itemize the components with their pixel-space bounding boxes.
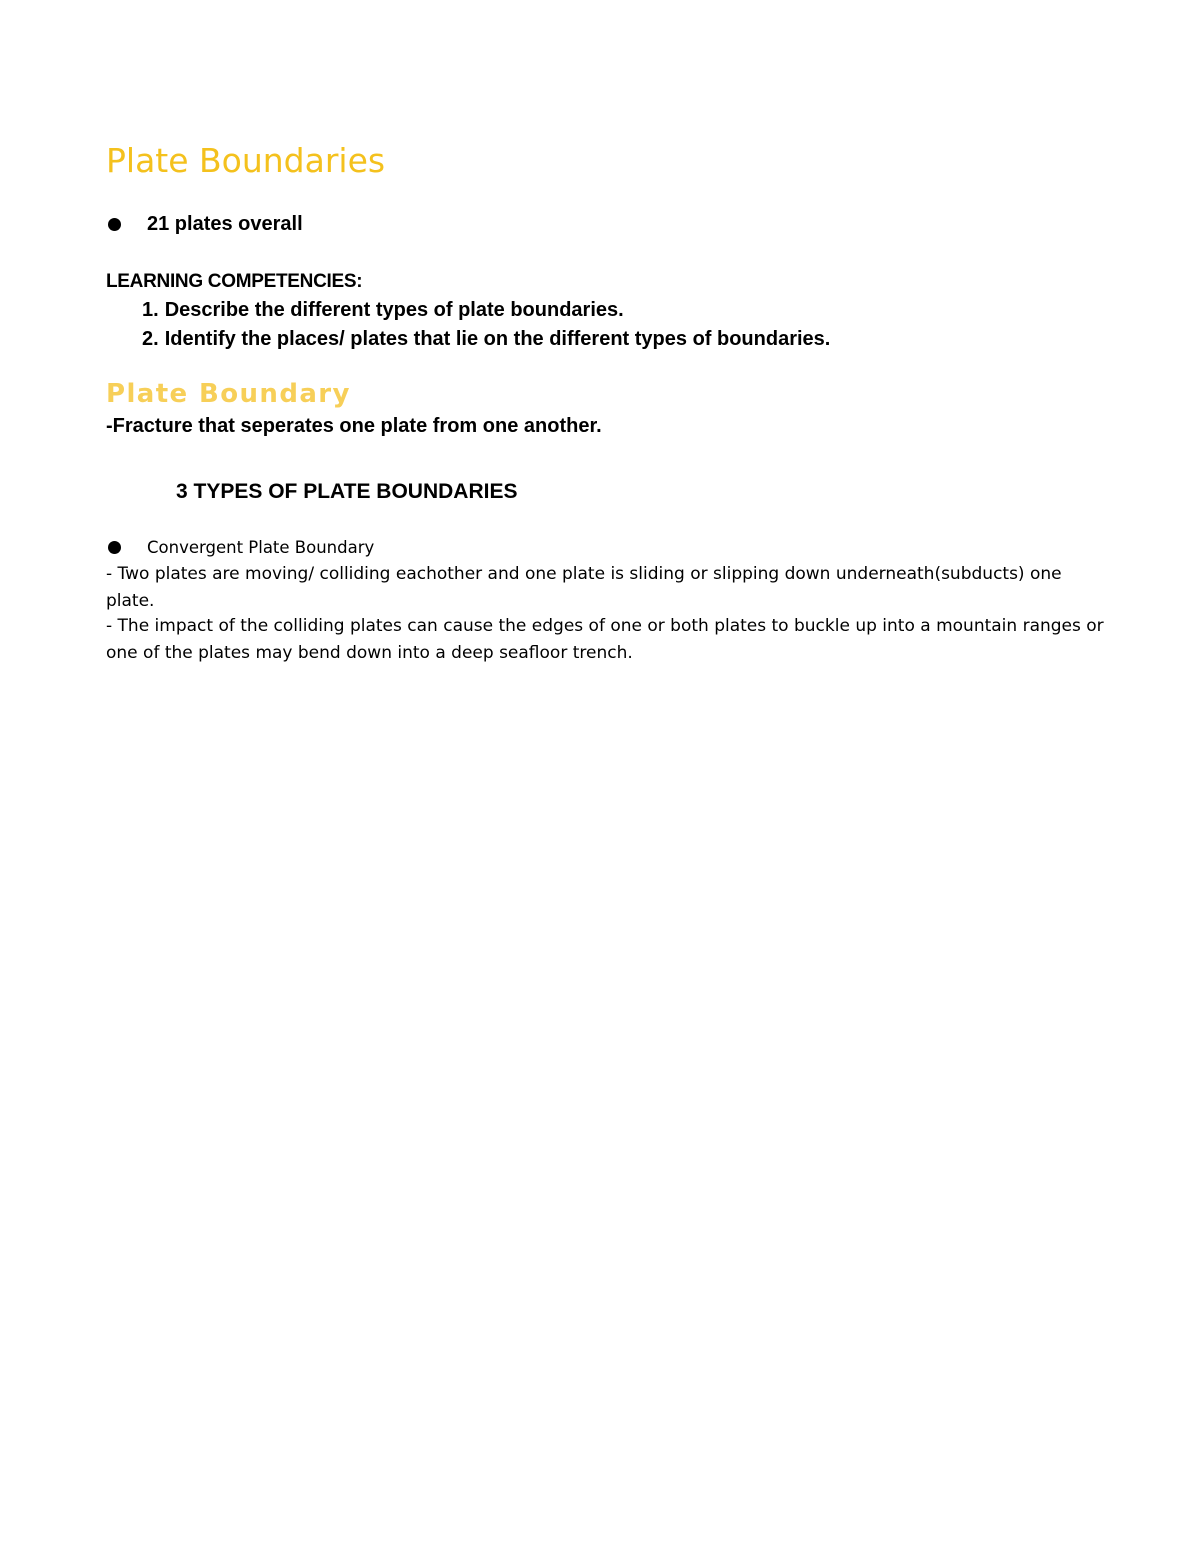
section-subtitle: Plate Boundary — [106, 379, 351, 409]
competency-text: Describe the different types of plate boundaries. — [164, 299, 624, 321]
bullet-convergent — [106, 534, 374, 560]
bullet-dot-icon — [108, 541, 121, 554]
bullet-convergent-text: Convergent Plate Boundary — [147, 537, 375, 557]
competency-number: 2. — [142, 328, 159, 350]
competencies-list — [142, 296, 830, 354]
bullet-dot-icon — [108, 218, 121, 231]
types-heading: 3 TYPES OF PLATE BOUNDARIES — [176, 480, 518, 503]
competency-text: Identify the places/ plates that lie on the different types of boundaries. — [164, 328, 831, 350]
definition-text: -Fracture that seperates one plate from one another. — [106, 415, 602, 437]
competencies-heading: LEARNING COMPETENCIES: — [106, 271, 363, 292]
competency-item — [142, 296, 830, 325]
document-title: Plate Boundaries — [106, 141, 386, 180]
bullet-plates-overall — [106, 210, 303, 238]
competency-number: 1. — [142, 299, 159, 321]
competency-item — [142, 325, 830, 354]
paragraph-impact: - The impact of the colliding plates can cause the edges of one or both plates to buckle up into a mountain ranges or one of the plates may bend down into a deep seafloor trench. — [106, 616, 1104, 663]
paragraph-subduction: - Two plates are moving/ colliding eachother and one plate is sliding or slipping down underneath(subducts) one plate. — [106, 564, 1062, 611]
bullet-plates-overall-text: 21 plates overall — [147, 212, 303, 235]
